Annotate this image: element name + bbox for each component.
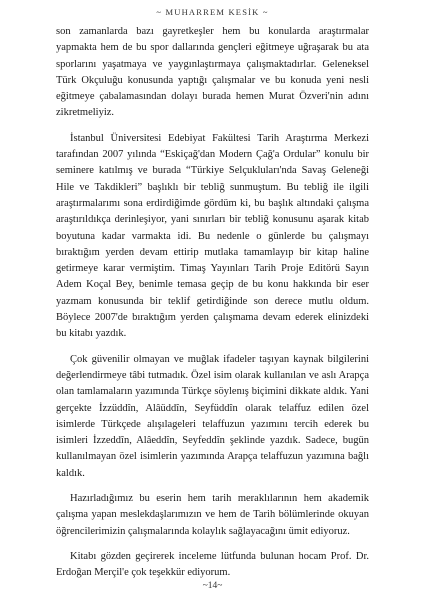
paragraph-acknowledgement: Kitabı gözden geçirerek inceleme lütfunda bulunan hocam Prof. Dr. Erdoğan Merçil'e çok teşekkür ediyorum.	[56, 550, 369, 579]
paragraph-continuation: son zamanlarda bazı gayretkeşler hem bu konularda araştırmalar yapmakta hem de bu spor dallarında gençleri eğitmeye uğraşarak bu ata sporlarını yaşatmaya ve yaygınlaştırmaya çalışmaktadırlar. Geleneksel Türk Okçuluğu konusunda yaptığı çalışmalar ve bu konuda yeni nesli eğitmeye çabalamasından dolayı burada hemen Murat Özveri'nin adını zikretmeliyiz.	[56, 26, 369, 119]
page-number: ~14~	[202, 581, 223, 591]
book-page	[56, 0, 369, 600]
paragraph-audience: Hazırladığımız bu eserin hem tarih meraklılarının hem akademik çalışma yapan meslekdaşlarımızın ve hem de Tarih bölümlerinde okuyan öğrencilerimizin çalışmalarında kolaylık sağlayacağını ümit ediyoruz.	[56, 493, 369, 537]
running-header: ~ MUHARREM KESİK ~	[156, 7, 269, 17]
body-text	[56, 24, 369, 582]
paragraph-seminar: İstanbul Üniversitesi Edebiyat Fakültesi Tarih Araştırma Merkezi tarafından 2007 yılında “Eskiçağ'dan Modern Çağ'a Ordular” konulu bir seminere katılmış ve burada “Türkiye Selçukluları'nda Savaş Geleneği Hile ve Takdikleri” başlıklı bir tebliğ sunmuştum. Bu tebliğ ile ilgili araştırmalarımı sona erdirdiğimde gördüm ki, bu başlık altındaki çalışma araştırıldıkça derinleşiyor, yani sınırları bir tebliğ konusunu aşarak kitab boyutuna kadar varmakta idi. Bu nedenle o günlerde bu çalışmayı bıraktığım yerden devam ettirip mutlaka tamamlayıp bir kitap haline getirmeye karar vermiştim. Timaş Yayınları Tarih Proje Editörü Sayın Adem Koçal Bey, benimle temasa geçip de bu konu hakkında bir eser yazmam konusunda bir teklif getirdiğinde son derece mutlu oldum. Böylece 2007'de bıraktığım yerden çalışmama devam ederek elinizdeki bu kitabı yazdık.	[56, 132, 369, 340]
paragraph-methodology: Çok güvenilir olmayan ve muğlak ifadeler taşıyan kaynak bilgilerini değerlendirmeye tâbi tutmadık. Özel isim olarak kullanılan ve aslı Arapça olan tamlamaların yazımında Türkçe söylenış biçimini dikkate aldık. Yani gerçekte İzzüddîn, Alâüddîn, Seyfüddîn olarak telaffuz edilen özel isimlerde Türkçede alışılageleri telaffuzun yazımını tercih ederek bu isimleri İzzeddîn, Alâeddîn, Seyfeddîn şeklinde yazdık. Sadece, bugün kullanılmayan özel isimlerin yazımında Arapça telaffuzun yazımına bağlı kaldık.	[56, 353, 369, 479]
